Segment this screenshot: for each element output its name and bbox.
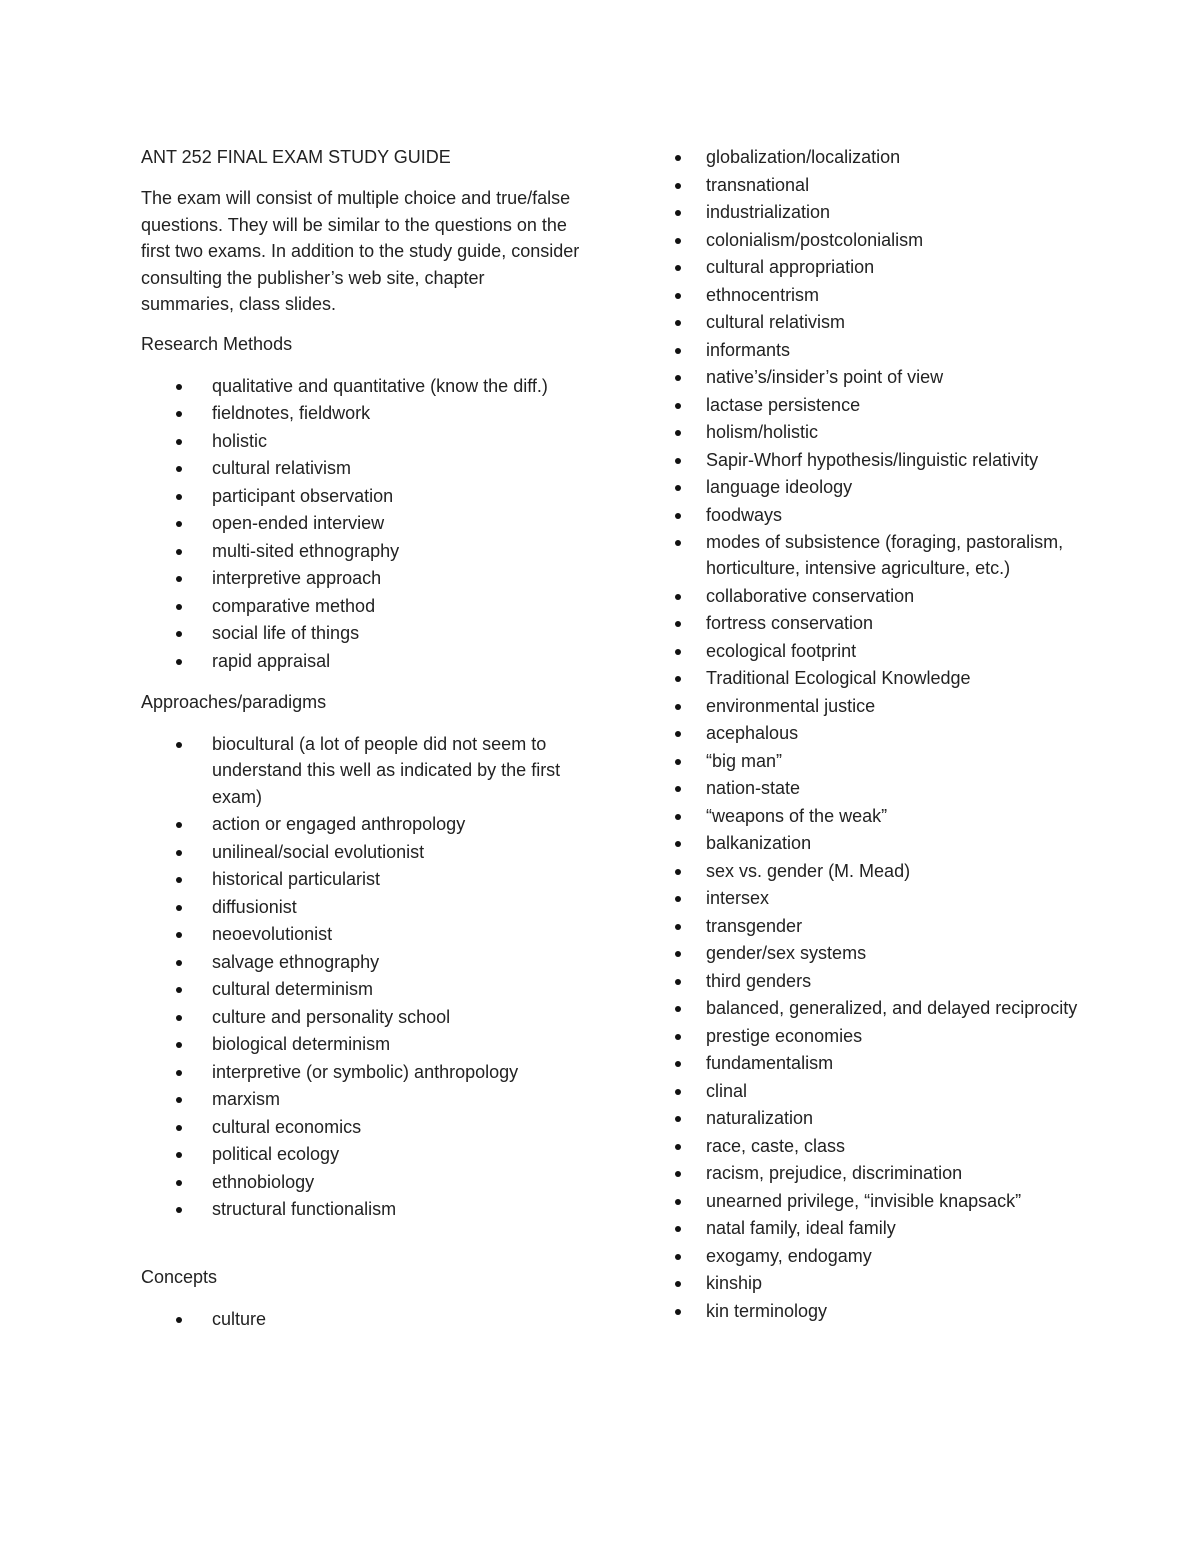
bullet-icon — [176, 1070, 182, 1076]
bullet-icon — [675, 403, 681, 409]
list-item-text: qualitative and quantitative (know the diff.) — [212, 375, 548, 396]
list-item — [672, 447, 1092, 473]
list-item — [141, 373, 581, 399]
list-item-text: open-ended interview — [212, 513, 385, 533]
list-item-text: prestige economies — [706, 1025, 863, 1046]
bullet-icon — [675, 731, 681, 737]
list-item-text: balkanization — [706, 833, 812, 854]
bullet-icon — [675, 1144, 681, 1150]
list-item — [672, 830, 1092, 856]
list-item — [672, 529, 1092, 582]
bullet-icon — [675, 1034, 681, 1040]
bullet-icon — [675, 458, 681, 464]
bullet-icon — [176, 1097, 182, 1103]
list-item-text: balanced, generalized, and delayed reciprocity — [706, 998, 1078, 1019]
bullet-icon — [675, 183, 681, 189]
list-item-text: political ecology — [212, 1144, 340, 1165]
list-item-text: race, caste, class — [706, 1135, 846, 1156]
list-item-text: environmental justice — [706, 695, 876, 716]
concepts-heading: Concepts — [141, 1266, 218, 1287]
bullet-icon — [176, 742, 182, 748]
list-item — [141, 648, 581, 674]
list-item — [672, 282, 1092, 308]
bullet-icon — [176, 905, 182, 911]
list-item-text: industrialization — [706, 202, 831, 222]
list-item-text: foodways — [706, 504, 783, 525]
list-item — [672, 968, 1092, 994]
list-item — [672, 474, 1092, 500]
list-item — [672, 1050, 1092, 1076]
list-item — [672, 227, 1092, 253]
list-item — [141, 976, 581, 1002]
list-item — [672, 1243, 1092, 1269]
list-item — [672, 309, 1092, 335]
bullet-icon — [675, 238, 681, 244]
list-item — [141, 1031, 581, 1057]
list-item-text: biocultural (a lot of people did not seem to understand this well as indicated by the first exam) — [212, 733, 561, 807]
bullet-icon — [675, 210, 681, 216]
bullet-icon — [675, 513, 681, 519]
list-item — [672, 364, 1092, 390]
list-item-text: fundamentalism — [706, 1053, 834, 1074]
bullet-icon — [675, 759, 681, 765]
list-item — [141, 1306, 581, 1332]
list-item-text: action or engaged anthropology — [212, 814, 466, 835]
bullet-icon — [675, 676, 681, 682]
list-item-text: holistic — [212, 430, 268, 451]
list-item-text: Sapir-Whorf hypothesis/linguistic relativity — [706, 449, 1039, 470]
bullet-icon — [675, 1254, 681, 1260]
bullet-icon — [675, 1006, 681, 1012]
approaches-heading: Approaches/paradigms — [141, 691, 327, 712]
list-item — [141, 1141, 581, 1167]
list-item — [672, 172, 1092, 198]
list-item-text: rapid appraisal — [212, 650, 331, 671]
list-item — [672, 1105, 1092, 1131]
bullet-icon — [675, 594, 681, 600]
list-item — [141, 538, 581, 564]
bullet-icon — [176, 1042, 182, 1048]
list-item-text: ethnobiology — [212, 1171, 315, 1192]
list-item-text: historical particularist — [212, 869, 381, 890]
bullet-icon — [675, 320, 681, 326]
list-item-text: biological determinism — [212, 1034, 391, 1055]
list-item-text: comparative method — [212, 595, 376, 616]
bullet-icon — [675, 1171, 681, 1177]
list-item — [141, 483, 581, 509]
list-item — [672, 610, 1092, 636]
bullet-icon — [176, 1152, 182, 1158]
bullet-icon — [176, 960, 182, 966]
list-item-text: intersex — [706, 888, 770, 909]
list-item-text: colonialism/postcolonialism — [706, 229, 924, 250]
list-item — [141, 428, 581, 454]
bullet-icon — [675, 1116, 681, 1122]
list-item — [141, 949, 581, 975]
bullet-icon — [176, 576, 182, 582]
list-item — [672, 1188, 1092, 1214]
list-item — [672, 940, 1092, 966]
intro-paragraph: The exam will consist of multiple choice and true/false questions. They will be similar to the questions on the first two exams. In addition to the study guide, consider consulting the publisher’s web site, chapter summaries, class slides. — [141, 188, 580, 314]
bullet-icon — [675, 1309, 681, 1315]
list-item-text: structural functionalism — [212, 1199, 397, 1220]
list-item — [141, 510, 581, 536]
list-item — [672, 144, 1092, 170]
list-item — [141, 565, 581, 591]
list-item-text: third genders — [706, 970, 812, 991]
list-item — [672, 502, 1092, 528]
bullet-icon — [675, 814, 681, 820]
bullet-icon — [176, 494, 182, 500]
list-item — [672, 693, 1092, 719]
bullet-icon — [675, 155, 681, 161]
list-item-text: cultural appropriation — [706, 257, 875, 277]
bullet-icon — [675, 786, 681, 792]
list-item — [672, 885, 1092, 911]
list-item-text: participant observation — [212, 485, 394, 506]
list-item-text: unilineal/social evolutionist — [212, 841, 425, 862]
bullet-icon — [176, 466, 182, 472]
list-item-text: native’s/insider’s point of view — [706, 367, 944, 387]
bullet-icon — [675, 1089, 681, 1095]
list-item-text: social life of things — [212, 623, 360, 643]
bullet-icon — [176, 822, 182, 828]
list-item-text: fieldnotes, fieldwork — [212, 403, 371, 423]
list-item — [141, 731, 581, 810]
list-item — [141, 593, 581, 619]
left-column — [141, 144, 581, 1347]
bullet-icon — [675, 1281, 681, 1287]
list-item — [672, 1298, 1092, 1324]
list-item-text: globalization/localization — [706, 147, 901, 167]
bullet-icon — [176, 1125, 182, 1131]
list-item — [141, 894, 581, 920]
list-item — [141, 1004, 581, 1030]
list-item-text: cultural determinism — [212, 979, 374, 1000]
bullet-icon — [675, 485, 681, 491]
list-item-text: collaborative conservation — [706, 585, 915, 606]
list-item-text: transnational — [706, 174, 810, 195]
list-item-text: unearned privilege, “invisible knapsack” — [706, 1190, 1022, 1211]
bullet-icon — [675, 1061, 681, 1067]
list-item-text: acephalous — [706, 723, 799, 744]
bullet-icon — [675, 704, 681, 710]
list-item-text: holism/holistic — [706, 422, 819, 442]
bullet-icon — [176, 877, 182, 883]
bullet-icon — [675, 540, 681, 546]
research-methods-list — [141, 373, 581, 674]
list-item-text: informants — [706, 339, 791, 360]
list-item-text: cultural relativism — [212, 458, 352, 478]
bullet-icon — [675, 869, 681, 875]
list-item — [141, 1169, 581, 1195]
concepts-list-continued — [672, 144, 1092, 1324]
list-item — [672, 419, 1092, 445]
list-item — [141, 1114, 581, 1140]
bullet-icon — [675, 979, 681, 985]
list-item — [141, 1086, 581, 1112]
bullet-icon — [176, 411, 182, 417]
list-item-text: naturalization — [706, 1108, 814, 1129]
list-item — [141, 921, 581, 947]
list-item-text: kin terminology — [706, 1300, 828, 1321]
bullet-icon — [675, 951, 681, 957]
list-item-text: culture and personality school — [212, 1006, 451, 1027]
list-item-text: lactase persistence — [706, 394, 861, 415]
bullet-icon — [675, 841, 681, 847]
list-item-text: multi-sited ethnography — [212, 540, 400, 561]
bullet-icon — [176, 659, 182, 665]
list-item-text: nation-state — [706, 778, 801, 799]
list-item — [141, 839, 581, 865]
spacer — [141, 1238, 581, 1264]
list-item — [672, 803, 1092, 829]
bullet-icon — [176, 631, 182, 637]
bullet-icon — [675, 430, 681, 436]
bullet-icon — [675, 375, 681, 381]
list-item — [672, 392, 1092, 418]
bullet-icon — [675, 348, 681, 354]
bullet-icon — [176, 1015, 182, 1021]
list-item — [672, 337, 1092, 363]
bullet-icon — [176, 932, 182, 938]
bullet-icon — [176, 1317, 182, 1323]
list-item-text: kinship — [706, 1273, 763, 1294]
list-item-text: diffusionist — [212, 896, 297, 917]
list-item — [672, 199, 1092, 225]
list-item-text: “big man” — [706, 750, 783, 771]
list-item-text: language ideology — [706, 477, 853, 497]
list-item-text: salvage ethnography — [212, 951, 380, 972]
list-item — [141, 620, 581, 646]
bullet-icon — [176, 987, 182, 993]
list-item — [672, 748, 1092, 774]
list-item-text: Traditional Ecological Knowledge — [706, 668, 971, 689]
approaches-list — [141, 731, 581, 1223]
list-item — [672, 1215, 1092, 1241]
list-item-text: transgender — [706, 915, 803, 936]
bullet-icon — [675, 924, 681, 930]
list-item — [672, 1160, 1092, 1186]
bullet-icon — [176, 604, 182, 610]
list-item-text: sex vs. gender (M. Mead) — [706, 860, 911, 881]
list-item — [672, 583, 1092, 609]
bullet-icon — [675, 293, 681, 299]
concepts-list — [141, 1306, 581, 1332]
list-item — [672, 665, 1092, 691]
list-item — [672, 720, 1092, 746]
bullet-icon — [675, 1199, 681, 1205]
list-item — [141, 400, 581, 426]
list-item — [672, 1270, 1092, 1296]
list-item-text: culture — [212, 1308, 267, 1329]
list-item-text: interpretive (or symbolic) anthropology — [212, 1061, 519, 1082]
list-item — [672, 995, 1092, 1021]
bullet-icon — [176, 439, 182, 445]
bullet-icon — [176, 1207, 182, 1213]
list-item — [672, 913, 1092, 939]
bullet-icon — [176, 549, 182, 555]
list-item-text: interpretive approach — [212, 568, 382, 588]
list-item-text: clinal — [706, 1080, 748, 1101]
list-item — [141, 866, 581, 892]
list-item — [141, 811, 581, 837]
document-title: ANT 252 FINAL EXAM STUDY GUIDE — [141, 147, 451, 167]
bullet-icon — [675, 1226, 681, 1232]
bullet-icon — [176, 384, 182, 390]
bullet-icon — [675, 649, 681, 655]
bullet-icon — [675, 621, 681, 627]
list-item — [141, 1059, 581, 1085]
list-item — [141, 1196, 581, 1222]
list-item — [141, 455, 581, 481]
list-item — [672, 1078, 1092, 1104]
bullet-icon — [176, 1180, 182, 1186]
list-item — [672, 638, 1092, 664]
list-item-text: fortress conservation — [706, 613, 874, 634]
list-item-text: exogamy, endogamy — [706, 1245, 872, 1266]
right-column — [672, 144, 1092, 1325]
list-item-text: ecological footprint — [706, 640, 857, 661]
list-item-text: neoevolutionist — [212, 924, 333, 945]
bullet-icon — [675, 896, 681, 902]
list-item-text: marxism — [212, 1089, 280, 1110]
list-item-text: racism, prejudice, discrimination — [706, 1163, 963, 1184]
bullet-icon — [675, 265, 681, 271]
list-item-text: ethnocentrism — [706, 284, 820, 305]
list-item — [672, 254, 1092, 280]
list-item — [672, 775, 1092, 801]
list-item-text: cultural relativism — [706, 312, 846, 332]
bullet-icon — [176, 521, 182, 527]
list-item — [672, 1133, 1092, 1159]
list-item-text: “weapons of the weak” — [706, 805, 888, 826]
list-item-text: natal family, ideal family — [706, 1218, 896, 1239]
list-item — [672, 1023, 1092, 1049]
list-item-text: gender/sex systems — [706, 943, 867, 964]
list-item — [672, 858, 1092, 884]
research-methods-heading: Research Methods — [141, 333, 293, 354]
bullet-icon — [176, 850, 182, 856]
list-item-text: cultural economics — [212, 1116, 362, 1137]
list-item-text: modes of subsistence (foraging, pastoralism, horticulture, intensive agriculture, etc.) — [706, 532, 1064, 579]
